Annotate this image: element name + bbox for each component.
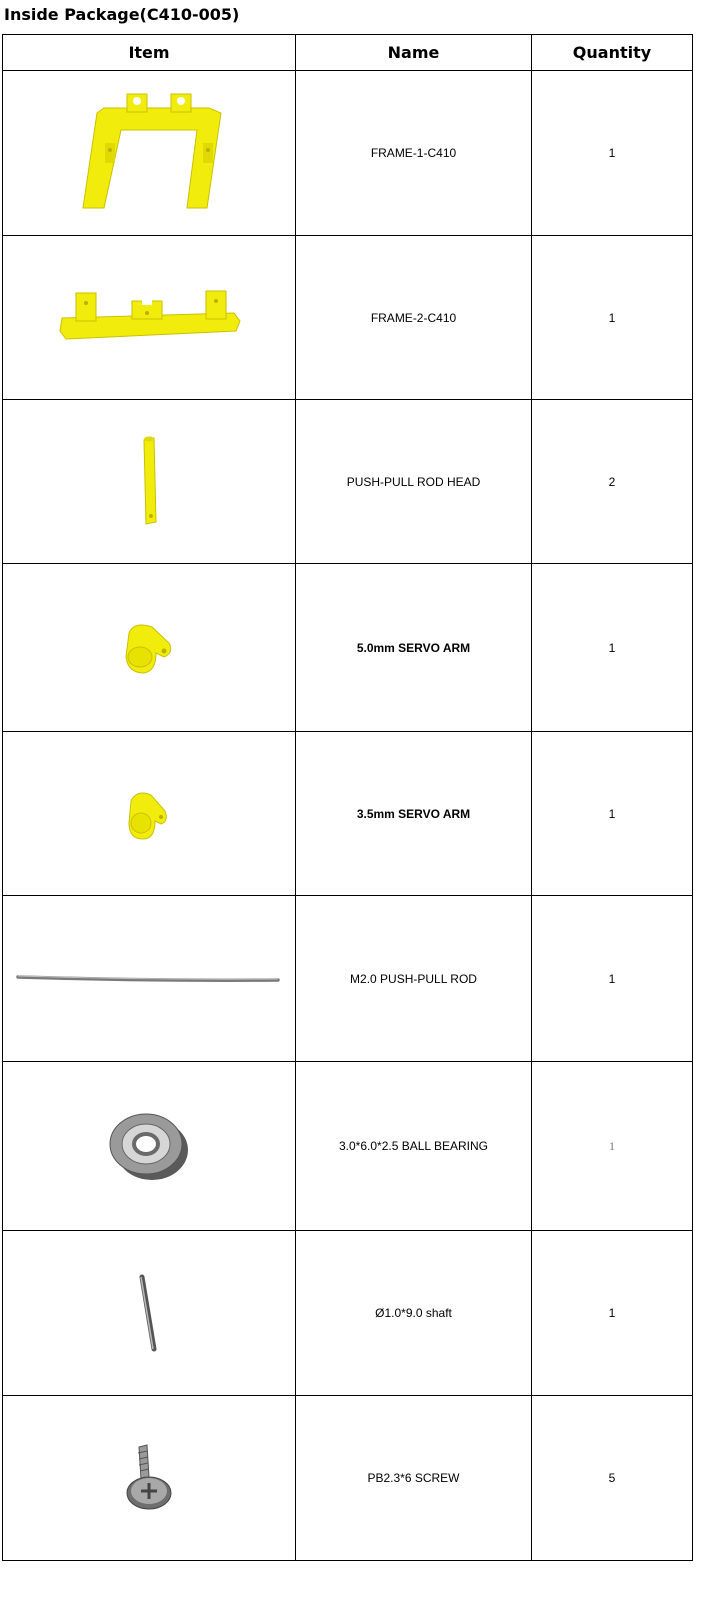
table-header-row [3,35,693,71]
rod-head-icon [134,432,164,532]
table-row [3,236,693,400]
item-name: FRAME-1-C410 [296,71,532,236]
column-header-name: Name [296,35,532,71]
item-image-cell [3,1062,296,1231]
item-quantity: 1 [532,1231,693,1396]
item-image-cell [3,1231,296,1396]
item-image-cell [3,71,296,236]
table-row [3,896,693,1062]
parts-table [2,34,693,1561]
table-row [3,71,693,236]
item-quantity: 5 [532,1396,693,1561]
item-name: 3.0*6.0*2.5 BALL BEARING [296,1062,532,1231]
ball-bearing-icon [104,1106,194,1186]
item-quantity: 1 [532,71,693,236]
item-image-cell [3,236,296,400]
item-image-cell [3,732,296,896]
item-quantity: 1 [532,236,693,400]
column-header-item: Item [3,35,296,71]
table-row [3,1062,693,1231]
item-name: Ø1.0*9.0 shaft [296,1231,532,1396]
item-quantity: 1 [532,896,693,1062]
item-name: 5.0mm SERVO ARM [296,564,532,732]
item-image-cell [3,896,296,1062]
item-name: FRAME-2-C410 [296,236,532,400]
item-quantity: 2 [532,400,693,564]
servo-arm-5-icon [114,613,184,683]
servo-arm-3-icon [119,779,179,849]
table-row [3,1396,693,1561]
item-image-cell [3,400,296,564]
table-row [3,400,693,564]
screw-icon [119,1443,179,1513]
item-quantity: 1 [532,564,693,732]
item-name: M2.0 PUSH-PULL ROD [296,896,532,1062]
frame-1-icon [59,88,239,218]
table-row [3,732,693,896]
item-name: PB2.3*6 SCREW [296,1396,532,1561]
item-name: PUSH-PULL ROD HEAD [296,400,532,564]
push-pull-rod-icon [14,969,284,989]
frame-2-icon [54,283,244,353]
item-image-cell [3,1396,296,1561]
item-quantity: 1 [532,1062,693,1231]
page-title: Inside Package(C410-005) [4,5,240,24]
shaft-icon [134,1273,164,1353]
item-name: 3.5mm SERVO ARM [296,732,532,896]
table-row [3,564,693,732]
column-header-quantity: Quantity [532,35,693,71]
item-image-cell [3,564,296,732]
table-row [3,1231,693,1396]
item-quantity: 1 [532,732,693,896]
